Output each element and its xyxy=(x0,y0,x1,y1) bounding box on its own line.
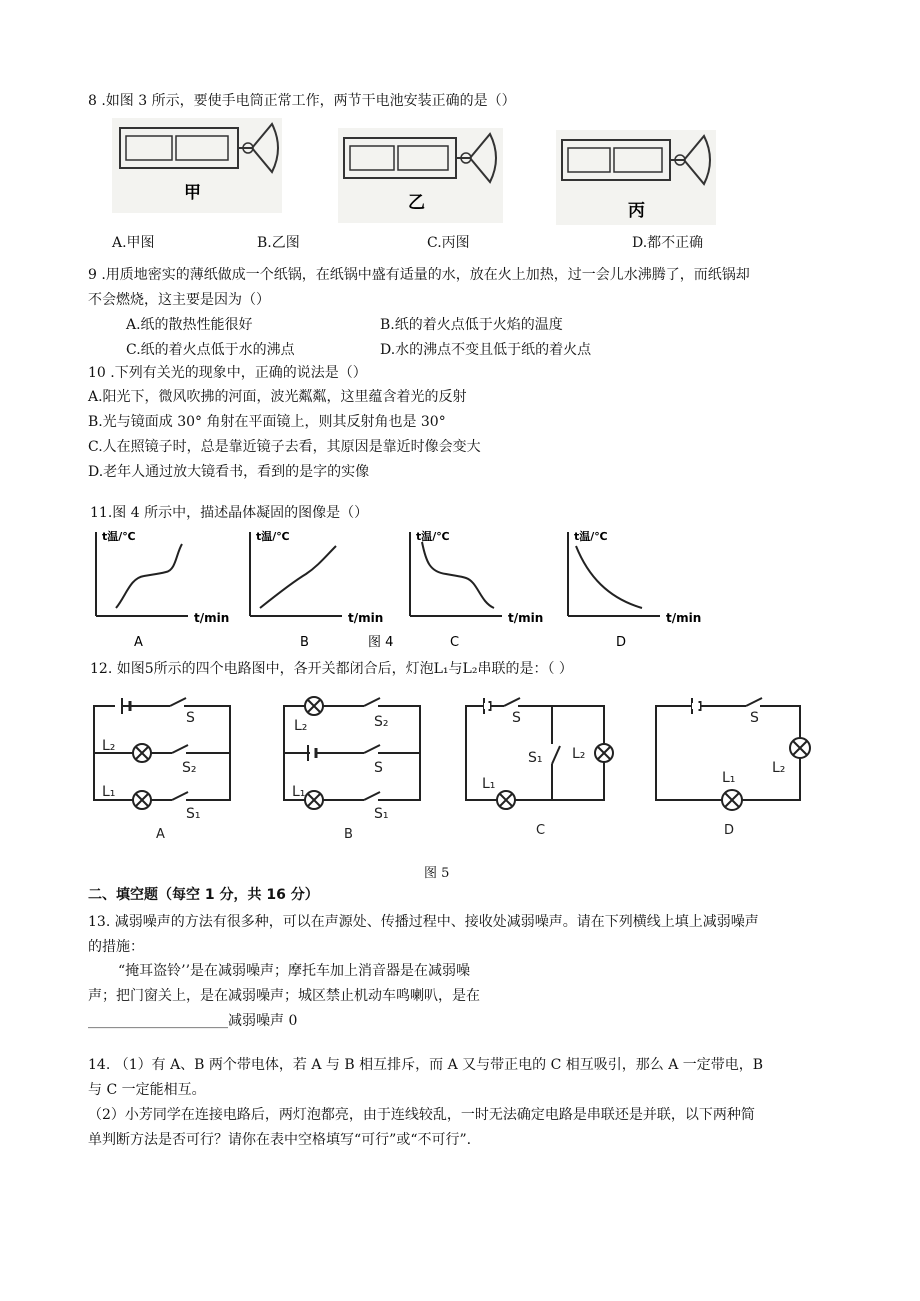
fig-label-jia: 甲 xyxy=(184,183,201,203)
q10-option-b: B.光与镜面成 30° 角射在平面镜上，则其反射角也是 30° xyxy=(88,414,446,430)
graph-d-label: D xyxy=(616,635,627,650)
q13-line2: 的措施： xyxy=(88,939,144,955)
circuit-a-s: S xyxy=(186,710,195,726)
circuit-a-l1: L₁ xyxy=(102,784,116,800)
q9-option-b: B.纸的着火点低于火焰的温度 xyxy=(380,317,563,333)
q14-line1: 14. （1）有 A、B 两个带电体，若 A 与 B 相互排斥，而 A 又与带正电的 C 相互吸引，那么 A 一定带电，B xyxy=(88,1057,764,1073)
graph-c-label: C xyxy=(450,635,460,650)
circuit-c-l2: L₂ xyxy=(572,746,586,762)
q14-line2: 与 C 一定能相互。 xyxy=(88,1082,206,1098)
graph-c-x-axis: t/min xyxy=(508,611,544,625)
flashlight-figure-jia xyxy=(112,118,282,213)
circuit-a-s2: S₂ xyxy=(182,760,197,776)
circuit-b-s1: S₁ xyxy=(374,806,389,822)
graph-a-label: A xyxy=(134,635,143,650)
q12-stem: 12. 如图5所示的四个电路图中，各开关都闭合后，灯泡L₁与L₂串联的是：（ ） xyxy=(90,661,573,677)
circuit-d-l1: L₁ xyxy=(722,770,736,786)
q8-option-a: A.甲图 xyxy=(112,235,155,251)
q13-line4: 声；把门窗关上，是在减弱噪声；城区禁止机动车鸣喇叭，是在 xyxy=(88,988,480,1004)
graph-a xyxy=(96,529,229,650)
circuit-c-l1: L₁ xyxy=(482,776,496,792)
graph-d-y-axis: t温/℃ xyxy=(574,530,608,543)
solidification-graphs xyxy=(88,526,708,656)
circuit-d-s: S xyxy=(750,710,759,726)
circuit-d xyxy=(656,698,810,810)
q8-stem: 8 .如图 3 所示，要使手电筒正常工作，两节干电池安装正确的是（） xyxy=(88,93,516,109)
figure-5-caption: 图 5 xyxy=(424,866,450,881)
circuit-b-l2: L₂ xyxy=(294,718,308,734)
flashlight-figure-yi xyxy=(338,128,503,223)
q9-option-c: C.纸的着火点低于水的沸点 xyxy=(126,342,295,358)
graph-d-x-axis: t/min xyxy=(666,611,702,625)
q10-option-c: C.人在照镜子时，总是靠近镜子去看，其原因是靠近时像会变大 xyxy=(88,439,481,455)
q8-option-b: B.乙图 xyxy=(257,235,300,251)
section-2-title: 二、填空题（每空 1 分，共 16 分） xyxy=(88,887,319,903)
circuit-b-l1: L₁ xyxy=(292,784,306,800)
q8-option-d: D.都不正确 xyxy=(632,235,704,251)
q14-line4: 单判断方法是否可行？请你在表中空格填写“可行”或“不可行”. xyxy=(88,1132,472,1148)
graph-b-label: B xyxy=(300,635,309,650)
q9-stem-line1: 9 .用质地密实的薄纸做成一个纸锅，在纸锅中盛有适量的水，放在火上加热，过一会儿水沸腾了，而纸锅却 xyxy=(88,267,750,283)
circuit-diagrams xyxy=(88,692,828,842)
circuit-c-s: S xyxy=(512,710,521,726)
q10-stem: 10 .下列有关光的现象中，正确的说法是（） xyxy=(88,365,367,381)
circuit-d-label: D xyxy=(724,823,735,838)
circuit-c-s1: S₁ xyxy=(528,750,543,766)
q14-line3: （2）小芳同学在连接电路后，两灯泡都亮，由于连线较乱，一时无法确定电路是串联还是并联，以下两种简 xyxy=(88,1107,755,1123)
graph-b xyxy=(250,529,383,650)
circuit-d-l2: L₂ xyxy=(772,760,786,776)
circuit-b-label: B xyxy=(344,827,353,842)
graph-a-x-axis: t/min xyxy=(194,611,230,625)
q10-option-a: A.阳光下，微风吹拂的河面，波光粼粼，这里蕴含着光的反射 xyxy=(88,389,467,405)
graph-a-y-axis: t温/℃ xyxy=(102,530,136,543)
circuit-b-s: S xyxy=(374,760,383,776)
circuit-a-s1: S₁ xyxy=(186,806,201,822)
circuit-c-label: C xyxy=(536,823,546,838)
fig-label-yi: 乙 xyxy=(408,193,425,213)
graph-b-x-axis: t/min xyxy=(348,611,384,625)
q8-option-c: C.丙图 xyxy=(427,235,470,251)
q13-line3: “掩耳盗铃’’是在减弱噪声；摩托车加上消音器是在减弱噪 xyxy=(118,963,471,979)
graph-c-y-axis: t温/℃ xyxy=(416,530,450,543)
graph-b-y-axis: t温/℃ xyxy=(256,530,290,543)
q9-option-a: A.纸的散热性能很好 xyxy=(126,317,253,333)
circuit-b-s2: S₂ xyxy=(374,714,389,730)
flashlight-figure-bing xyxy=(556,130,716,225)
q11-stem: 11.图 4 所示中，描述晶体凝固的图像是（） xyxy=(90,505,369,521)
graph-c xyxy=(410,529,543,650)
figure-4-caption: 图 4 xyxy=(368,635,394,650)
graph-d xyxy=(568,529,701,650)
q13-line5: ____________________减弱噪声 0 xyxy=(88,1013,298,1029)
q9-option-d: D.水的沸点不变且低于纸的着火点 xyxy=(380,342,592,358)
circuit-a-label: A xyxy=(156,827,165,842)
fig-label-bing: 丙 xyxy=(628,201,645,221)
q10-option-d: D.老年人通过放大镜看书，看到的是字的实像 xyxy=(88,464,370,480)
circuit-a-l2: L₂ xyxy=(102,738,116,754)
q9-stem-line2: 不会燃烧，这主要是因为（） xyxy=(88,292,270,308)
q13-line1: 13. 减弱噪声的方法有很多种，可以在声源处、传播过程中、接收处减弱噪声。请在下列横线上填上减弱噪声 xyxy=(88,914,759,930)
